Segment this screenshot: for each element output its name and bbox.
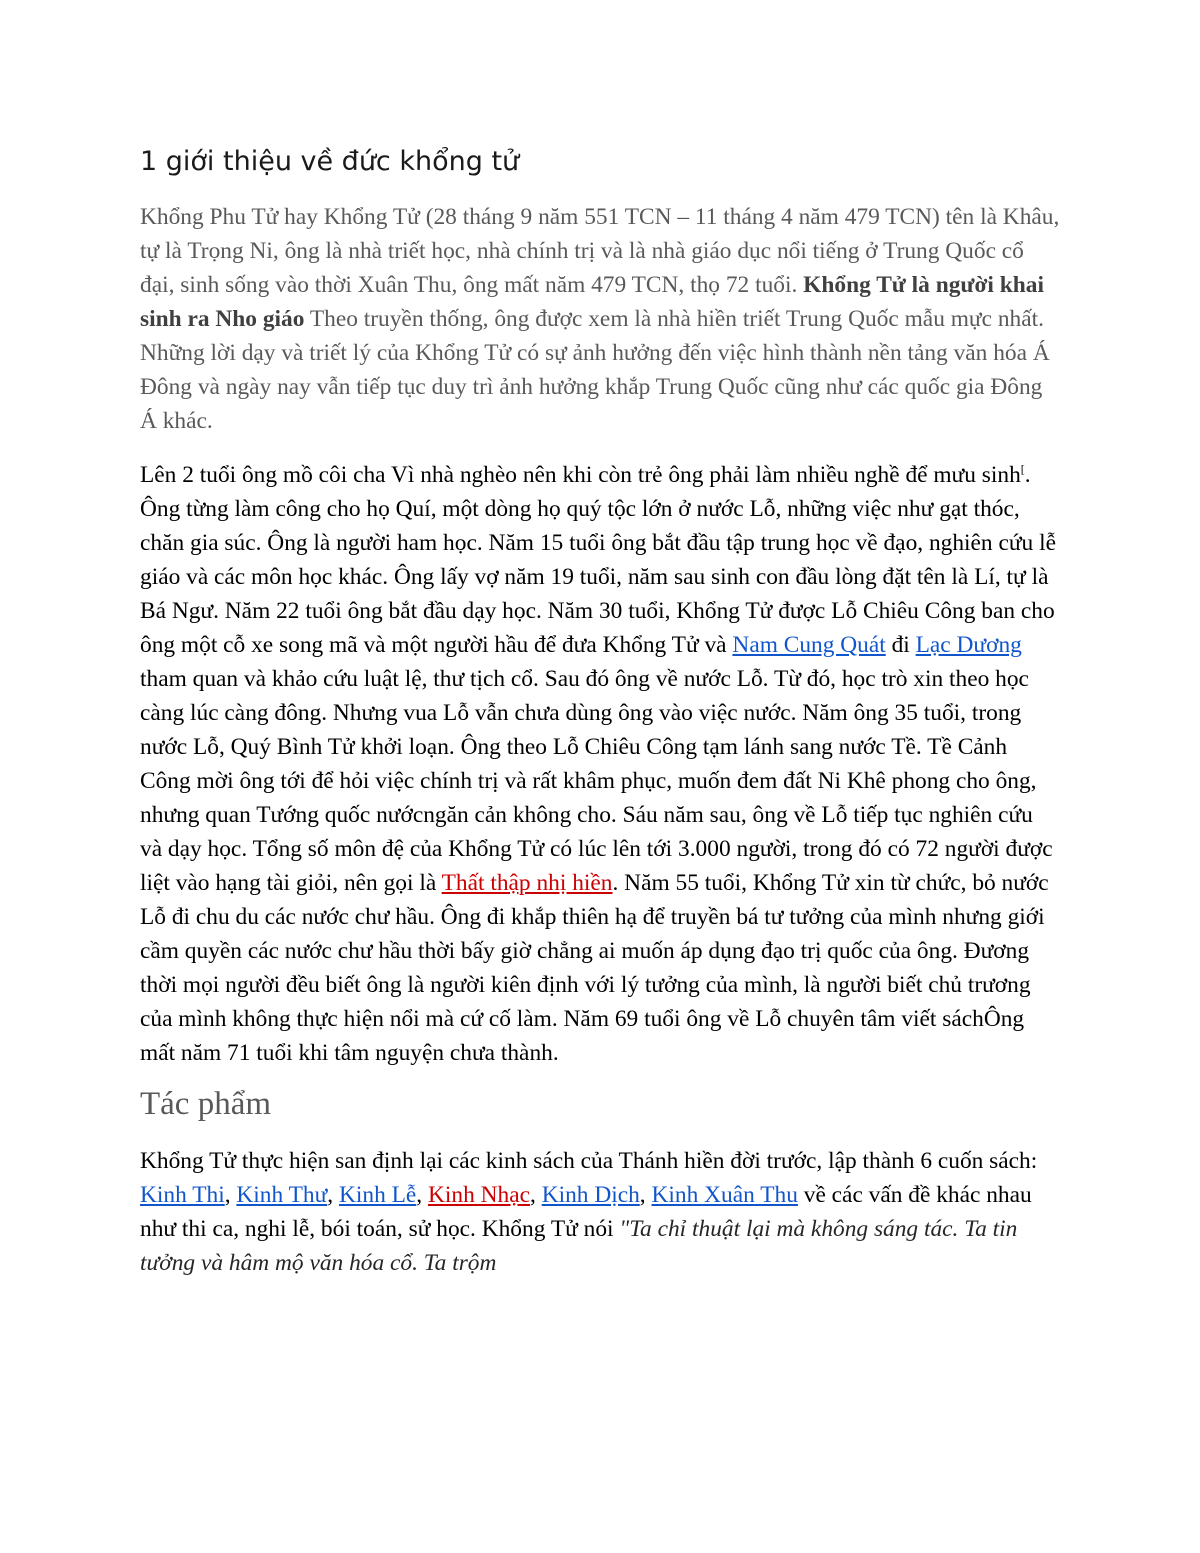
link-kinh-thu[interactable]: Kinh Thư xyxy=(236,1181,328,1208)
works-text-2: về các vấn đề khác nhau như thi ca, nghi lễ, bói toán, sử học. Khổng Tử nói xyxy=(140,1181,1032,1242)
link-kinh-dich[interactable]: Kinh Dịch xyxy=(541,1181,640,1208)
intro-text-b: Theo truyền thống, ông được xem là nhà hiền triết Trung Quốc mẫu mực nhất. Những lời dạy và triết lý của Khổng Tử có sự ảnh hưởng đến việc hình thành nền tảng văn hóa Á Đông và ngày nay vẫn tiếp tục duy trì ảnh hưởng khắp Trung Quốc cũng như các quốc gia Đông Á khác. xyxy=(140,306,1050,434)
intro-bold-text: Khổng Tử là người khai sinh ra Nho giáo xyxy=(140,272,1044,332)
works-text-1: Khổng Tử thực hiện san định lại các kinh sách của Thánh hiền đời trước, lập thành 6 cuốn sách: xyxy=(140,1147,1038,1174)
bio-text-4: tham quan và khảo cứu luật lệ, thư tịch cổ. Sau đó ông về nước Lỗ. Từ đó, học trò xin theo học càng lúc càng đông. Nhưng vua Lỗ vẫn chưa dùng ông vào việc nước. Năm ông 35 tuổi, trong nước Lỗ, Quý Bình Tử khởi loạn. Ông theo Lỗ Chiêu Công tạm lánh sang nước Tề. Tề Cảnh Công mời ông tới để hỏi việc chính trị và rất khâm phục, muốn đem đất Ni Khê phong cho ông, nhưng quan Tướng quốc nướcngăn cản không cho. Sáu năm sau, ông về Lỗ tiếp tục nghiên cứu và dạy học. Tổng số môn đệ của Khổng Tử có lúc lên tới 3.000 người, trong đó có 72 người được liệt vào hạng tài giỏi, nên gọi là xyxy=(140,665,1053,896)
confucius-quote: "Ta chỉ thuật lại mà không sáng tác. Ta tin tưởng và hâm mộ văn hóa cổ. Ta trộm xyxy=(140,1215,1018,1276)
link-nam-cung-quat[interactable]: Nam Cung Quát xyxy=(732,631,886,658)
footnote-marker: [ xyxy=(1020,462,1025,476)
section-title-tac-pham: Tác phẩm xyxy=(140,1085,272,1122)
intro-paragraph xyxy=(140,200,1060,438)
bio-text-3: đi xyxy=(885,631,916,658)
link-kinh-xuan-thu[interactable]: Kinh Xuân Thu xyxy=(651,1181,798,1208)
link-kinh-thi[interactable]: Kinh Thi xyxy=(140,1181,225,1208)
bio-text-5: . Năm 55 tuổi, Khổng Tử xin từ chức, bỏ nước Lỗ đi chu du các nước chư hầu. Ông đi khắp thiên hạ để truyền bá tư tưởng của mình nhưng giới cầm quyền các nước chư hầu thời bấy giờ chẳng ai muốn áp dụng đạo trị quốc của ông. Đương thời mọi người đều biết ông là người kiên định với lý tưởng của mình, là người biết chủ trương của mình không thực hiện nổi mà cứ cố làm. Năm 69 tuổi ông về Lỗ chuyên tâm viết sáchÔng mất năm 71 tuổi khi tâm nguyện chưa thành. xyxy=(140,869,1049,1066)
biography-paragraph xyxy=(140,452,1060,1070)
link-that-thap-nhi-hien[interactable]: Thất thập nhị hiền xyxy=(441,869,613,896)
book-separator: , xyxy=(327,1181,339,1208)
book-separator: , xyxy=(416,1181,428,1208)
link-lac-duong[interactable]: Lạc Dương xyxy=(915,631,1022,658)
book-separator: , xyxy=(639,1181,652,1208)
page-title: 1 giới thiệu về đức khổng tử xyxy=(140,146,520,177)
link-kinh-nhac[interactable]: Kinh Nhạc xyxy=(428,1181,530,1208)
bio-text-2: . Ông từng làm công cho họ Quí, một dòng họ quý tộc lớn ở nước Lỗ, những việc như gạt thóc, chăn gia súc. Ông là người ham học. Năm 15 tuổi ông bắt đầu tập trung học về đạo, nghiên cứu lễ giáo và các môn học khác. Ông lấy vợ năm 19 tuổi, năm sau sinh con đầu lòng đặt tên là Lí, tự là Bá Ngư. Năm 22 tuổi ông bắt đầu dạy học. Năm 30 tuổi, Khổng Tử được Lỗ Chiêu Công ban cho ông một cỗ xe song mã và một người hầu để đưa Khổng Tử và xyxy=(140,461,1056,658)
works-paragraph xyxy=(140,1144,1060,1280)
link-kinh-le[interactable]: Kinh Lễ xyxy=(338,1181,417,1208)
book-separator: , xyxy=(529,1181,542,1208)
intro-text-a: Khổng Phu Tử hay Khổng Tử (28 tháng 9 năm 551 TCN – 11 tháng 4 năm 479 TCN) tên là Khâu, tự là Trọng Ni, ông là nhà triết học, nhà chính trị và là nhà giáo dục nổi tiếng ở Trung Quốc cổ đại, sinh sống vào thời Xuân Thu, ông mất năm 479 TCN, thọ 72 tuổi. xyxy=(140,204,1060,298)
bio-text-1: Lên 2 tuổi ông mồ côi cha Vì nhà nghèo nên khi còn trẻ ông phải làm nhiều nghề để mưu sinh xyxy=(140,461,1021,488)
book-separator: , xyxy=(224,1181,237,1208)
